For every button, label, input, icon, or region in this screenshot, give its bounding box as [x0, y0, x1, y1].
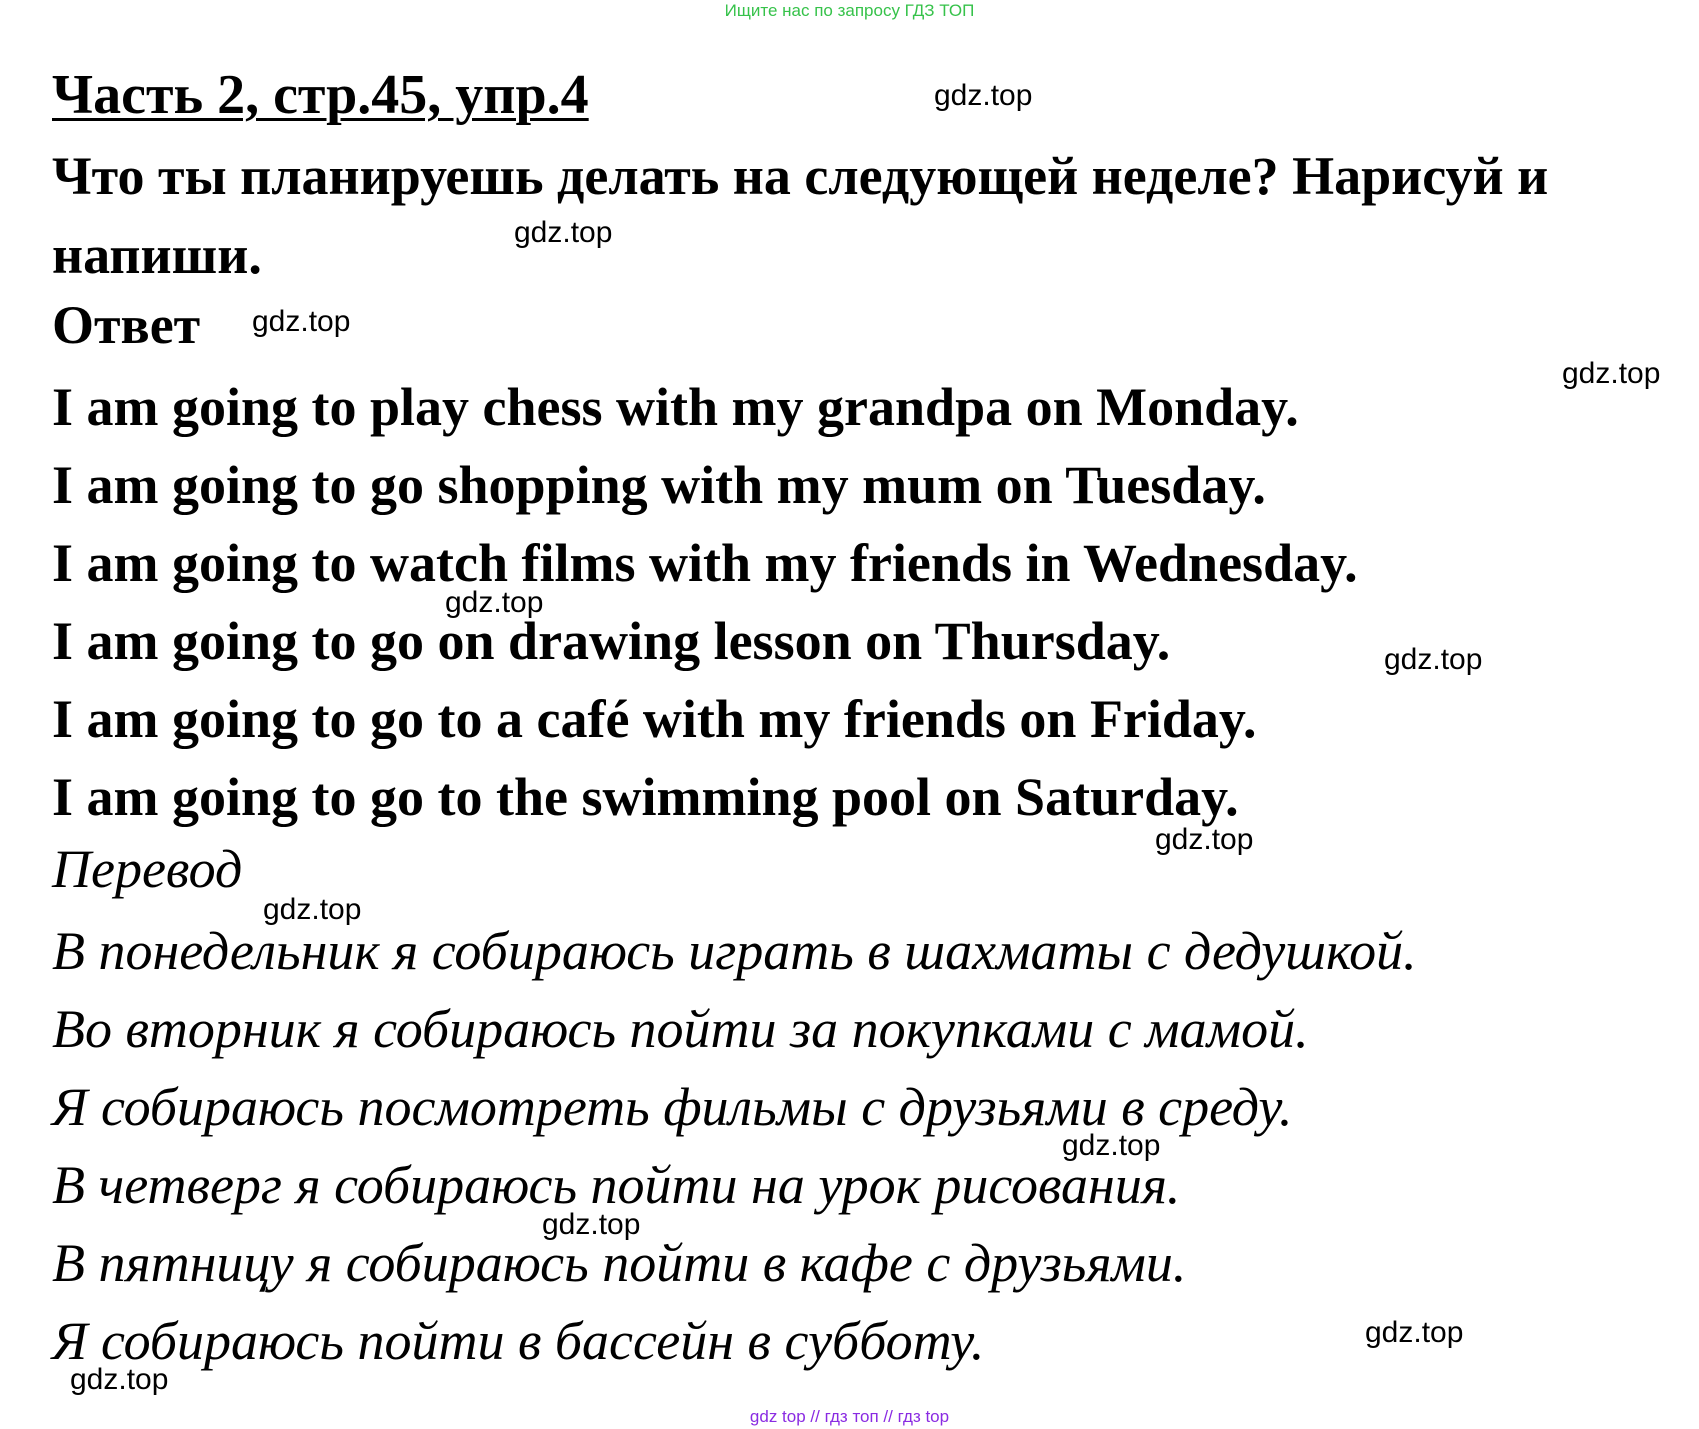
answer-line-2: I am going to go shopping with my mum on Tuesday.	[52, 455, 1266, 515]
answer-label: Ответ	[52, 295, 201, 355]
exercise-heading: Часть 2, стр.45, упр.4	[52, 64, 589, 126]
watermark: gdz.top	[514, 216, 613, 249]
answer-line-5: I am going to go to a café with my friends on Friday.	[52, 689, 1257, 749]
top-banner: Ищите нас по запросу ГДЗ ТОП	[724, 1, 975, 20]
translation-line-5: В пятницу я собираюсь пойти в кафе с друзьями.	[52, 1233, 1187, 1293]
watermark: gdz.top	[445, 586, 544, 619]
translation-label: Перевод	[52, 839, 243, 899]
watermark: gdz.top	[542, 1208, 641, 1241]
exercise-question: Что ты планируешь делать на следующей неделе? Нарисуй и напиши.	[52, 146, 1549, 285]
watermark: gdz.top	[1155, 823, 1254, 856]
translation-line-6: Я собираюсь пойти в бассейн в субботу.	[52, 1311, 985, 1371]
watermark: gdz.top	[1365, 1316, 1464, 1349]
translation-line-3: Я собираюсь посмотреть фильмы с друзьями в среду.	[52, 1077, 1293, 1137]
watermark: gdz.top	[263, 893, 362, 926]
translation-line-2: Во вторник я собираюсь пойти за покупками с мамой.	[52, 999, 1309, 1059]
translation-line-1: В понедельник я собираюсь играть в шахматы с дедушкой.	[52, 921, 1417, 981]
bottom-banner: gdz top // гдз топ // гдз top	[749, 1407, 950, 1426]
watermark: gdz.top	[1062, 1129, 1161, 1162]
watermark: gdz.top	[934, 79, 1033, 112]
answer-line-3: I am going to watch films with my friends in Wednesday.	[52, 533, 1358, 593]
answer-line-6: I am going to go to the swimming pool on Saturday.	[52, 767, 1239, 827]
translation-line-4: В четверг я собираюсь пойти на урок рисования.	[52, 1155, 1181, 1215]
watermark: gdz.top	[1562, 357, 1661, 390]
answer-line-4: I am going to go on drawing lesson on Thursday.	[52, 611, 1171, 671]
watermark: gdz.top	[70, 1363, 169, 1396]
answer-line-1: I am going to play chess with my grandpa on Monday.	[52, 377, 1299, 437]
watermark: gdz.top	[252, 305, 351, 338]
watermark: gdz.top	[1384, 643, 1483, 676]
